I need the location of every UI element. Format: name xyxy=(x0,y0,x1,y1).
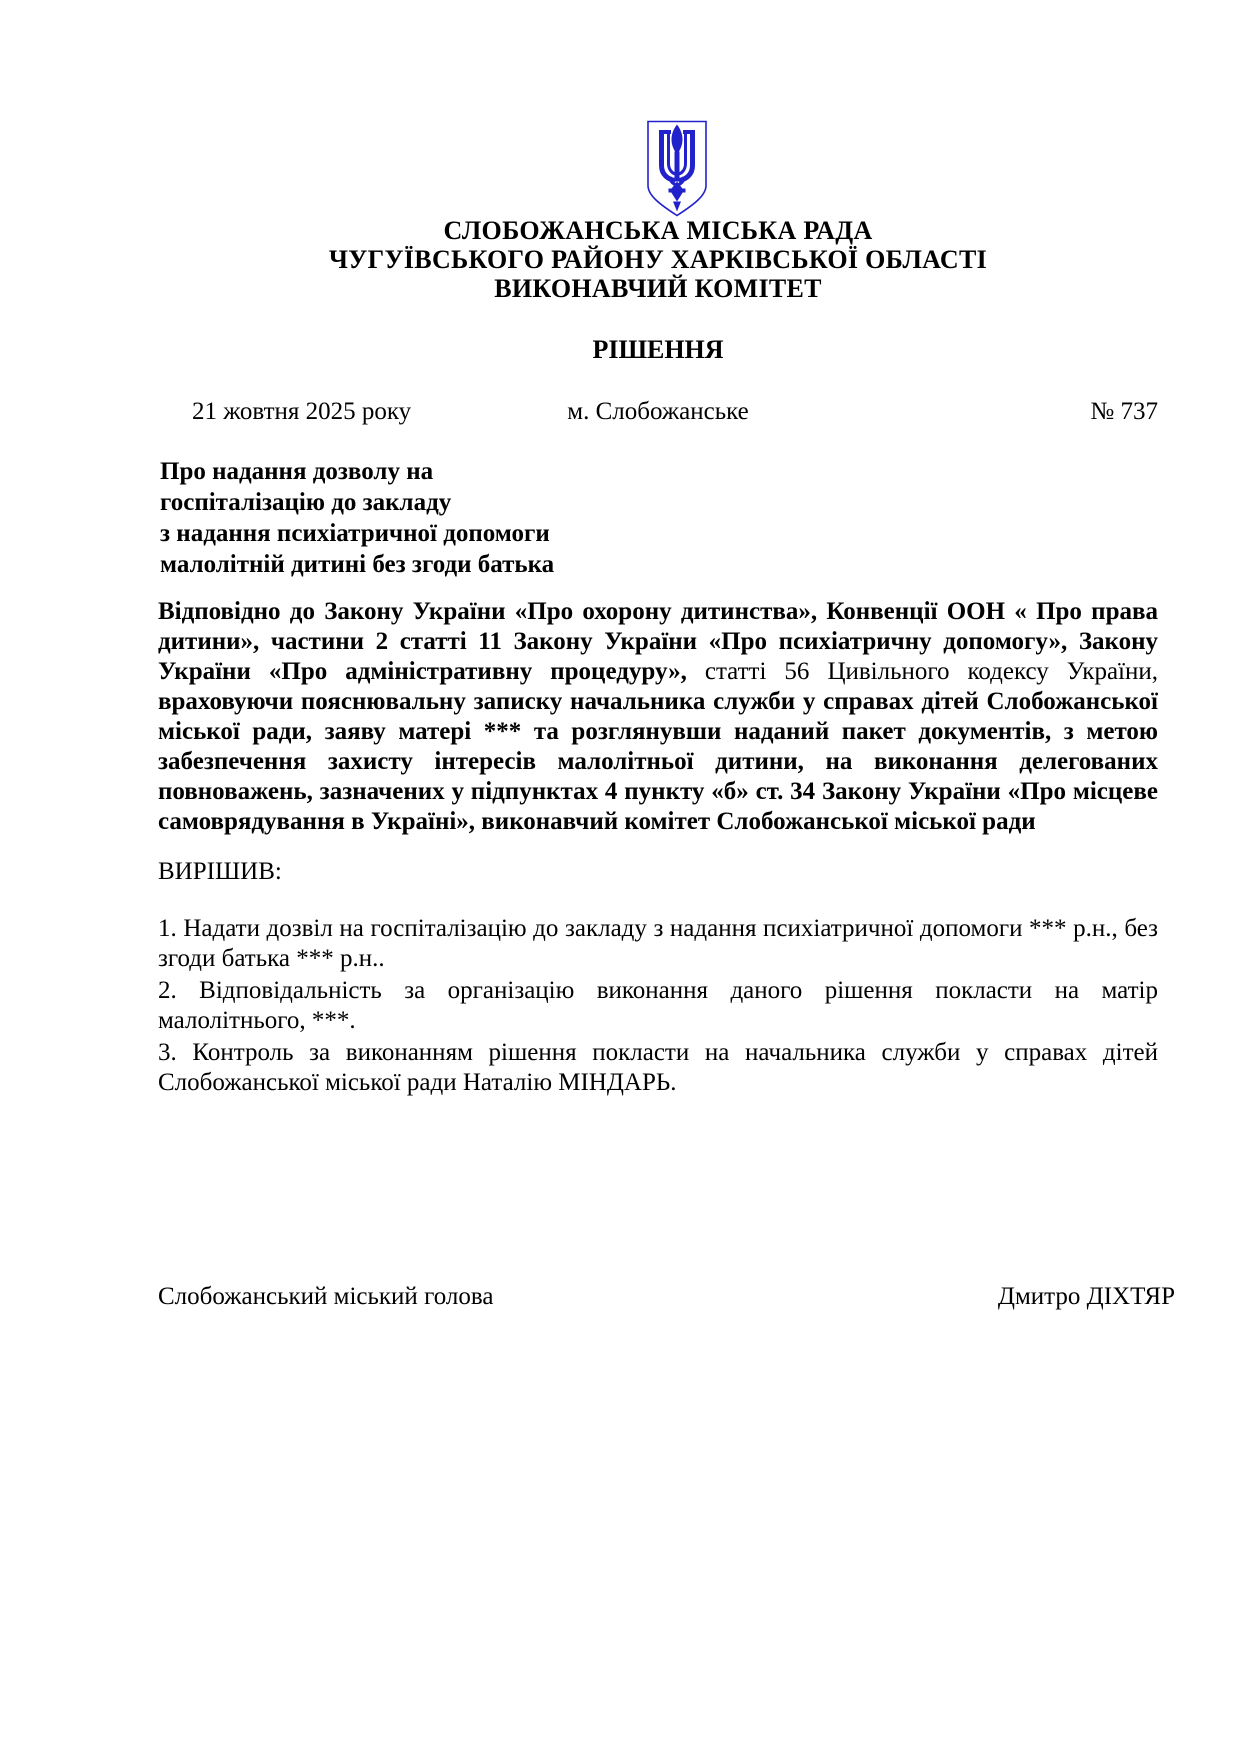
subject-line: малолітній дитині без згоди батька xyxy=(160,551,555,578)
subject-line: з надання психіатричної допомоги xyxy=(160,520,550,547)
org-committee-line: ВИКОНАВЧИЙ КОМІТЕТ xyxy=(494,274,822,303)
document-number: № 737 xyxy=(1090,398,1158,425)
subject-block xyxy=(160,456,720,580)
signer-title: Слобожанський міський голова xyxy=(158,1283,494,1310)
document-place: м. Слобожанське xyxy=(567,398,749,425)
intro-segment-bold: Відповідно до Закону України «Про охорону дитинства», Конвенції ООН « Про права дитини», частини 2 статті 11 Закону України «Про психіатричну допомогу», Закону України «Про адміністративну процедуру», xyxy=(158,598,1158,685)
decision-item-1: 1. Надати дозвіл на госпіталізацію до закладу з надання психіатричної допомоги *** р.н., без згоди батька *** р.н.. xyxy=(158,915,1158,972)
intro-segment-bold: враховуючи пояснювальну записку начальника служби у справах дітей Слобожанської міської ради, заяву матері *** та розглянувши наданий пакет документів, з метою забезпечення захисту інтересів малолітньої дитини, на виконання делегованих повноважень, зазначених у підпунктах 4 пункту «б» ст. 34 Закону України «Про місцеве самоврядування в Україні», виконавчий комітет Слобожанської міської ради xyxy=(158,688,1158,835)
document-type-title: РІШЕННЯ xyxy=(592,335,724,364)
intro-paragraph xyxy=(158,597,1158,837)
subject-line: госпіталізацію до закладу xyxy=(160,489,452,516)
decision-items xyxy=(158,914,1158,1100)
decision-item-3: 3. Контроль за виконанням рішення покласти на начальника служби у справах дітей Слобожанської міської ради Наталію МІНДАРЬ. xyxy=(158,1039,1158,1096)
signer-name: Дмитро ДІХТЯР xyxy=(997,1283,1175,1310)
meta-row xyxy=(158,398,1158,428)
decision-heading: ВИРІШИВ: xyxy=(158,858,282,885)
decision-item-2: 2. Відповідальність за організацію виконання даного рішення покласти на матір малолітнього, ***. xyxy=(158,977,1158,1034)
org-name-line: СЛОБОЖАНСЬКА МІСЬКА РАДА xyxy=(443,216,873,245)
subject-line: Про надання дозволу на xyxy=(160,458,434,485)
document-date: 21 жовтня 2025 року xyxy=(192,398,412,425)
intro-segment-regular: статті 56 Цивільного кодексу України, xyxy=(704,658,1159,685)
org-district-line: ЧУГУЇВСЬКОГО РАЙОНУ ХАРКІВСЬКОЇ ОБЛАСТІ xyxy=(328,245,988,274)
org-header xyxy=(158,216,1158,303)
tryzub-emblem-icon xyxy=(646,119,708,218)
